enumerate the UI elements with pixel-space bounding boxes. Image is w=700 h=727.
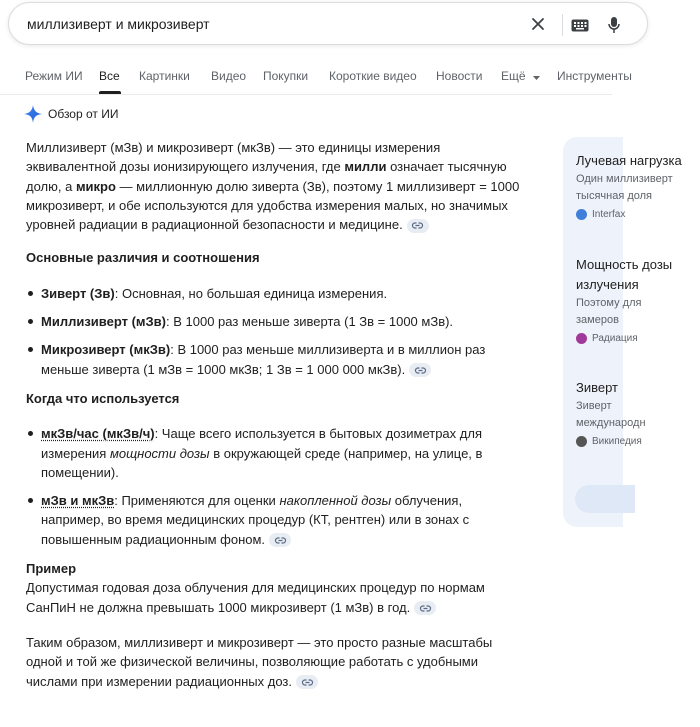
search-tabs (0, 60, 700, 94)
source-card[interactable] (576, 151, 682, 220)
list-item: мкЗв/час (мкЗв/ч): Чаще всего используется в бытовых дозиметрах для измерения мощности дозы в окружающей среде (например, на улице, в помещении). (26, 424, 526, 482)
link-icon[interactable] (269, 533, 291, 547)
tab-videos[interactable]: Видео (211, 69, 247, 83)
intro-paragraph: Миллизиверт (мЗв) и микрозиверт (мкЗв) — это единицы измерения эквивалентной дозы ионизирующего излучения, где милли означает тысячную долю, а микро — миллионную долю зиверта (Зв), поэтому 1 миллизиверт = 1000 микрозиверт, и обе используются для удобства измерения малых, но значимых уровней радиации в радиационной безопасности и медицине. (26, 140, 520, 233)
tab-shopping[interactable]: Покупки (263, 69, 309, 83)
tab-short-videos[interactable]: Короткие видео (329, 69, 417, 83)
source-title: Мощность дозы (576, 257, 673, 272)
source-snippet: Поэтому для (576, 297, 642, 309)
sparkle-icon (24, 105, 42, 123)
source-title: Лучевая нагрузка (576, 153, 682, 168)
ai-overview-title: Обзор от ИИ (48, 107, 119, 121)
link-icon[interactable] (409, 363, 431, 377)
example-heading: Пример (26, 561, 77, 577)
link-icon[interactable] (414, 601, 436, 615)
list-item: мЗв и мкЗв: Применяются для оценки накопленной дозы облучения, например, во время медицинских процедур (КТ, рентген) или в зонах с повышенным радиационным фоном. (26, 491, 526, 549)
sources-panel (563, 137, 682, 527)
source-snippet: Зиверт (576, 400, 612, 412)
source-snippet: Один миллизиверт (576, 173, 673, 185)
tab-tools[interactable]: Инструменты (557, 69, 632, 83)
source-card[interactable] (576, 378, 646, 447)
differences-list (26, 284, 526, 379)
show-all-sources-button[interactable] (575, 485, 635, 513)
source-name: Interfax (592, 209, 626, 220)
tab-ai-mode[interactable]: Режим ИИ (25, 69, 83, 83)
tab-all[interactable]: Все (99, 69, 120, 83)
tab-images[interactable]: Картинки (139, 69, 190, 83)
ai-overview-content (26, 138, 526, 691)
section-heading: Основные различия и соотношения (26, 250, 260, 266)
source-favicon (576, 209, 587, 220)
tabs-divider (0, 94, 612, 95)
link-icon[interactable] (407, 219, 429, 233)
list-item: Миллизиверт (мЗв): В 1000 раз меньше зиверта (1 Зв = 1000 мЗв). (26, 312, 526, 331)
microphone-icon[interactable] (605, 14, 623, 36)
section-heading: Когда что используется (26, 390, 180, 406)
tab-news[interactable]: Новости (436, 69, 483, 83)
source-card[interactable] (576, 255, 673, 344)
list-item: Зиверт (Зв): Основная, но большая единица измерения. (26, 284, 526, 303)
caret-down-icon (533, 70, 540, 84)
source-title: Зиверт (576, 380, 619, 395)
source-name: Радиация (592, 333, 638, 344)
source-name: Википедия (592, 436, 642, 447)
conclusion-paragraph: Таким образом, миллизиверт и микрозиверт — это просто разные масштабы одной и той же физической величины, позволяющие работать с удобными числами при измерении радиационных доз. (26, 634, 493, 689)
source-favicon (576, 436, 587, 447)
tab-more[interactable] (501, 69, 540, 84)
usage-list (26, 424, 526, 549)
search-divider (562, 14, 563, 36)
list-item: Микрозиверт (мкЗв): В 1000 раз меньше миллизиверта и в миллион раз меньше зиверта (1 мЗв = 1000 мкЗв; 1 Зв = 1 000 000 мкЗв). (26, 340, 526, 379)
ai-overview-header (24, 105, 118, 123)
search-box[interactable] (8, 2, 648, 45)
source-snippet: замеров (576, 314, 619, 326)
source-favicon (576, 333, 587, 344)
link-icon[interactable] (296, 675, 318, 689)
keyboard-icon[interactable] (569, 14, 591, 36)
source-snippet: международн (576, 417, 646, 429)
search-input[interactable]: миллизиверт и микрозиверт (27, 16, 210, 32)
tab-more-label: Ещё (501, 69, 526, 83)
source-snippet: тысячная доля (576, 190, 653, 202)
example-paragraph: Допустимая годовая доза облучения для медицинских процедур по нормам СанПиН не должна превышать 1000 микрозиверт (1 мЗв) в год. (26, 580, 485, 615)
source-title: излучения (576, 277, 639, 292)
clear-icon[interactable] (527, 13, 549, 35)
